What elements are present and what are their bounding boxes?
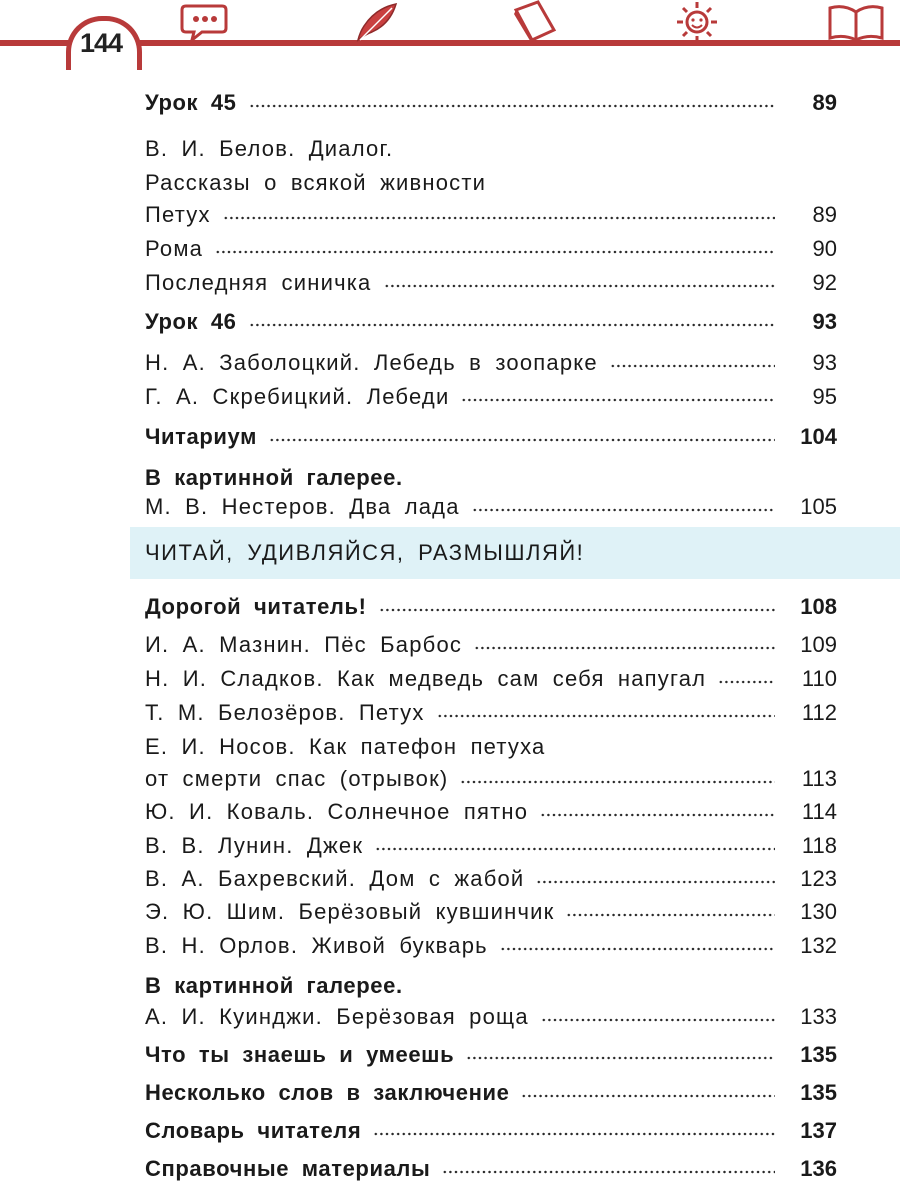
- toc-entry: [145, 164, 837, 196]
- toc-entry-title: Словарь читателя: [145, 1118, 362, 1143]
- toc-entry-page: 92: [812, 270, 837, 295]
- toc-entry-page: 135: [800, 1042, 837, 1067]
- toc-entry-page: 109: [800, 632, 837, 657]
- toc-entry: [145, 967, 837, 999]
- dot-leader: [375, 845, 775, 853]
- toc-entry-page: 90: [812, 236, 837, 261]
- dot-leader: [215, 248, 775, 256]
- dot-leader: [541, 1016, 775, 1024]
- toc-entry-page: 136: [800, 1156, 837, 1181]
- toc-entry-title: Что ты знаешь и умеешь: [145, 1042, 455, 1067]
- toc-entry: [145, 893, 837, 925]
- toc-entry-page: 93: [812, 309, 837, 334]
- toc-entry: [145, 588, 837, 620]
- toc-entry-title: А. И. Куинджи. Берёзовая роща: [145, 1004, 529, 1029]
- toc-entry: [145, 230, 837, 262]
- dot-leader: [249, 321, 775, 329]
- toc-entry: [145, 827, 837, 859]
- toc-entry: [145, 488, 837, 520]
- toc-entry-page: 93: [812, 350, 837, 375]
- page-number: 144: [80, 28, 123, 58]
- toc-entry: [145, 860, 837, 892]
- toc-entry-title: Т. М. Белозёров. Петух: [145, 700, 425, 725]
- toc-entry-title: В. И. Белов. Диалог.: [145, 136, 394, 161]
- toc-entry-title: В. А. Бахревский. Дом с жабой: [145, 866, 525, 891]
- toc-entry-title: М. В. Нестеров. Два лада: [145, 494, 460, 519]
- toc-entry-page: 137: [800, 1118, 837, 1143]
- dot-leader: [249, 102, 775, 110]
- toc-entry-title: от смерти спас (отрывок): [145, 766, 449, 791]
- toc-entry-page: 89: [812, 202, 837, 227]
- toc-entry: [145, 793, 837, 825]
- toc-entry-title: Ю. И. Коваль. Солнечное пятно: [145, 799, 529, 824]
- toc-entry-page: 132: [800, 933, 837, 958]
- toc-entry-page: 113: [801, 766, 837, 791]
- toc-entry: [145, 694, 837, 726]
- toc-entry-title: В картинной галерее.: [145, 973, 403, 998]
- toc-entry-title: Рассказы о всякой живности: [145, 170, 487, 195]
- dot-leader: [269, 436, 775, 444]
- toc-entry-title: Справочные материалы: [145, 1156, 431, 1181]
- toc-entry-title: В картинной галерее.: [145, 465, 403, 490]
- toc-entry: [145, 760, 837, 792]
- dot-leader: [521, 1092, 775, 1100]
- dot-leader: [223, 214, 775, 222]
- toc-entry-page: 130: [800, 899, 837, 924]
- toc-entry: [145, 1036, 837, 1068]
- dot-leader: [540, 811, 775, 819]
- dot-leader: [461, 396, 775, 404]
- toc-entry-title: Последняя синичка: [145, 270, 372, 295]
- dot-leader: [384, 282, 776, 290]
- toc-entry-title: Н. И. Сладков. Как медведь сам себя напугал: [145, 666, 707, 691]
- toc-entry: [145, 303, 837, 335]
- toc-entry: [145, 378, 837, 410]
- toc-entry-page: 108: [800, 594, 837, 619]
- toc-entry: [145, 130, 837, 162]
- toc-entry-title: Несколько слов в заключение: [145, 1080, 510, 1105]
- toc-entry-title: Читариум: [145, 424, 257, 449]
- toc-entry-title: В. В. Лунин. Джек: [145, 833, 364, 858]
- toc-entry: [145, 459, 837, 491]
- toc-entry-page: 105: [800, 494, 837, 519]
- toc-entry-title: И. А. Мазнин. Пёс Барбос: [145, 632, 463, 657]
- toc-entry: [145, 1112, 837, 1144]
- toc-entry: [145, 196, 837, 228]
- toc-entry: [145, 660, 837, 692]
- toc-entry-page: 95: [812, 384, 837, 409]
- toc-entry-title: Рома: [145, 236, 204, 261]
- toc-entry-page: 123: [800, 866, 837, 891]
- toc-entry-title: Э. Ю. Шим. Берёзовый кувшинчик: [145, 899, 555, 924]
- toc-entry: [145, 1150, 837, 1182]
- toc-entry-title: Е. И. Носов. Как патефон петуха: [145, 734, 546, 759]
- toc-entry-title: Петух: [145, 202, 211, 227]
- toc-entry: [145, 728, 837, 760]
- toc-entry-page: 118: [801, 833, 837, 858]
- dot-leader: [460, 778, 775, 786]
- dot-leader: [536, 878, 775, 886]
- dot-leader: [466, 1054, 775, 1062]
- toc-entry-page: 110: [801, 666, 837, 691]
- toc-entry-title: Урок 45: [145, 90, 237, 115]
- toc-entry: [145, 418, 837, 450]
- toc-entry-title: В. Н. Орлов. Живой букварь: [145, 933, 488, 958]
- toc-entry-title: Г. А. Скребицкий. Лебеди: [145, 384, 450, 409]
- toc-entry: [145, 84, 837, 116]
- toc-entry-page: 133: [800, 1004, 837, 1029]
- toc-entry: [145, 1074, 837, 1106]
- toc-entry: [145, 344, 837, 376]
- dot-leader: [437, 712, 775, 720]
- toc-entry-page: 114: [801, 799, 837, 824]
- dot-leader: [379, 606, 775, 614]
- toc-entry-page: 112: [801, 700, 837, 725]
- toc-entry: [145, 626, 837, 658]
- dot-leader: [442, 1168, 775, 1176]
- dot-leader: [718, 678, 775, 686]
- toc-entry: [145, 264, 837, 296]
- toc-entry-page: 89: [812, 90, 837, 115]
- toc-entry: [145, 927, 837, 959]
- dot-leader: [373, 1130, 775, 1138]
- toc-entry-title: Дорогой читатель!: [145, 594, 367, 619]
- toc-entry-title: Н. А. Заболоцкий. Лебедь в зоопарке: [145, 350, 598, 375]
- toc-entry-title: Урок 46: [145, 309, 237, 334]
- dot-leader: [474, 644, 775, 652]
- dot-leader: [472, 506, 775, 514]
- toc-entry: [145, 998, 837, 1030]
- dot-leader: [566, 911, 775, 919]
- toc-entry-page: 135: [800, 1080, 837, 1105]
- dot-leader: [500, 945, 775, 953]
- dot-leader: [610, 362, 775, 370]
- toc-entry-page: 104: [800, 424, 837, 449]
- section-title: ЧИТАЙ, УДИВЛЯЙСЯ, РАЗМЫШЛЯЙ!: [145, 540, 585, 565]
